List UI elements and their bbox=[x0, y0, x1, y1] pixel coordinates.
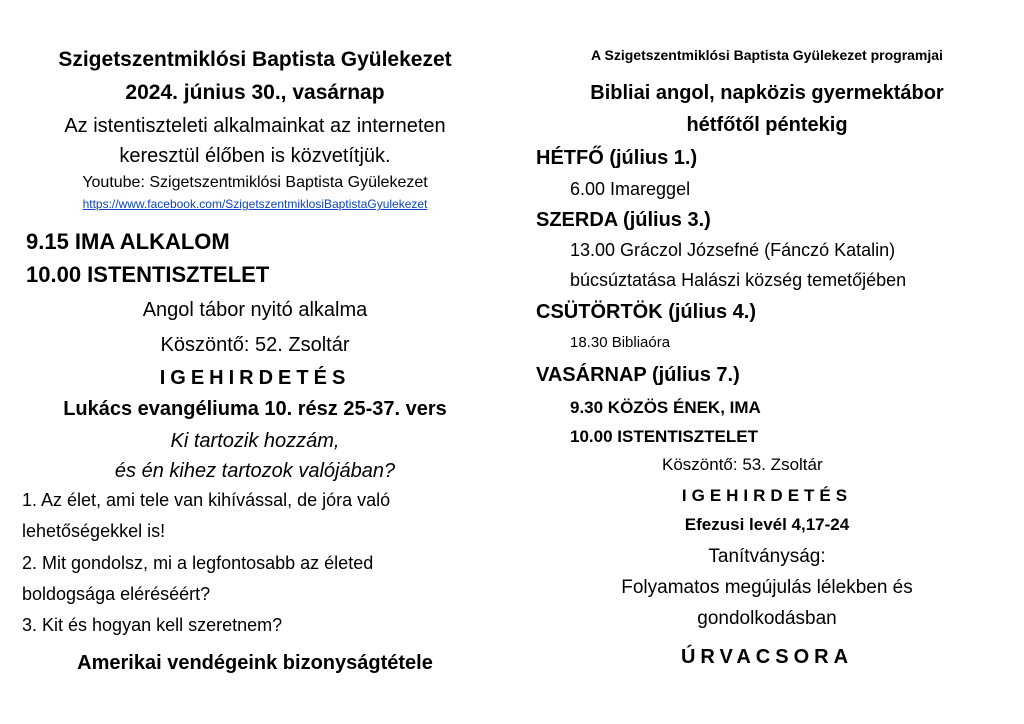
sermon-point-1-line-1: 1. Az élet, ami tele van kihívással, de jóra való bbox=[22, 490, 391, 510]
sunday-theme-line-1: Tanítványság: bbox=[708, 546, 826, 567]
sunday-sermon-heading: IGEHIRDETÉS bbox=[681, 486, 853, 505]
thursday-item: 18.30 Bibliaóra bbox=[570, 334, 671, 351]
stream-line-2: keresztül élőben is közvetítjük. bbox=[119, 145, 391, 167]
sermon-heading: IGEHIRDETÉS bbox=[159, 367, 351, 389]
camp-title-line-2: hétfőtől péntekig bbox=[686, 114, 848, 136]
sunday-heading: VASÁRNAP (július 7.) bbox=[536, 364, 740, 386]
sermon-point-2-line-1: 2. Mit gondolsz, mi a legfontosabb az életed bbox=[22, 553, 374, 573]
sunday-greeting: Köszöntő: 53. Zsoltár bbox=[662, 455, 823, 474]
sunday-prayer: 9.30 KÖZÖS ÉNEK, IMA bbox=[570, 398, 761, 417]
sunday-service: 10.00 ISTENTISZTELET bbox=[570, 427, 758, 446]
monday-item: 6.00 Imareggel bbox=[570, 179, 691, 199]
wednesday-item-line-1: 13.00 Gráczol Józsefné (Fánczó Katalin) bbox=[570, 240, 896, 260]
greeting-psalm: Köszöntő: 52. Zsoltár bbox=[160, 334, 350, 356]
church-name: Szigetszentmiklósi Baptista Gyülekezet bbox=[58, 48, 452, 71]
sunday-scripture: Efezusi levél 4,17-24 bbox=[684, 515, 850, 534]
sermon-point-1-line-2: lehetőségekkel is! bbox=[22, 521, 166, 541]
sunday-theme-line-3: gondolkodásban bbox=[697, 608, 837, 629]
programs-header: A Szigetszentmiklósi Baptista Gyülekezet programjai bbox=[591, 47, 943, 63]
stream-line-1: Az istentiszteleti alkalmainkat az interneten bbox=[64, 115, 446, 137]
wednesday-heading: SZERDA (július 3.) bbox=[536, 209, 711, 231]
camp-opening: Angol tábor nyitó alkalma bbox=[142, 299, 368, 321]
sermon-theme-line-1: Ki tartozik hozzám, bbox=[170, 430, 340, 452]
communion-heading: ÚRVACSORA bbox=[680, 646, 854, 668]
facebook-link[interactable]: https://www.facebook.com/SzigetszentmiklosiBaptistaGyulekezet bbox=[82, 197, 428, 211]
service-time: 10.00 ISTENTISZTELET bbox=[26, 262, 270, 287]
scripture-reference: Lukács evangéliuma 10. rész 25-37. vers bbox=[63, 398, 447, 420]
sermon-point-2-line-2: boldogsága eléréséért? bbox=[22, 584, 211, 604]
youtube-line: Youtube: Szigetszentmiklósi Baptista Gyülekezet bbox=[82, 174, 428, 191]
testimony-line: Amerikai vendégeink bizonyságtétele bbox=[77, 652, 433, 674]
monday-heading: HÉTFŐ (július 1.) bbox=[536, 147, 698, 169]
thursday-heading: CSÜTÖRTÖK (július 4.) bbox=[536, 301, 756, 323]
sermon-theme-line-2: és én kihez tartozok valójában? bbox=[114, 460, 396, 482]
sunday-theme-line-2: Folyamatos megújulás lélekben és bbox=[621, 577, 913, 598]
service-date: 2024. június 30., vasárnap bbox=[125, 81, 385, 104]
sermon-point-3: 3. Kit és hogyan kell szeretnem? bbox=[22, 615, 283, 635]
prayer-time: 9.15 IMA ALKALOM bbox=[26, 229, 230, 254]
wednesday-item-line-2: búcsúztatása Halászi község temetőjében bbox=[570, 270, 907, 290]
camp-title-line-1: Bibliai angol, napközis gyermektábor bbox=[590, 82, 944, 104]
